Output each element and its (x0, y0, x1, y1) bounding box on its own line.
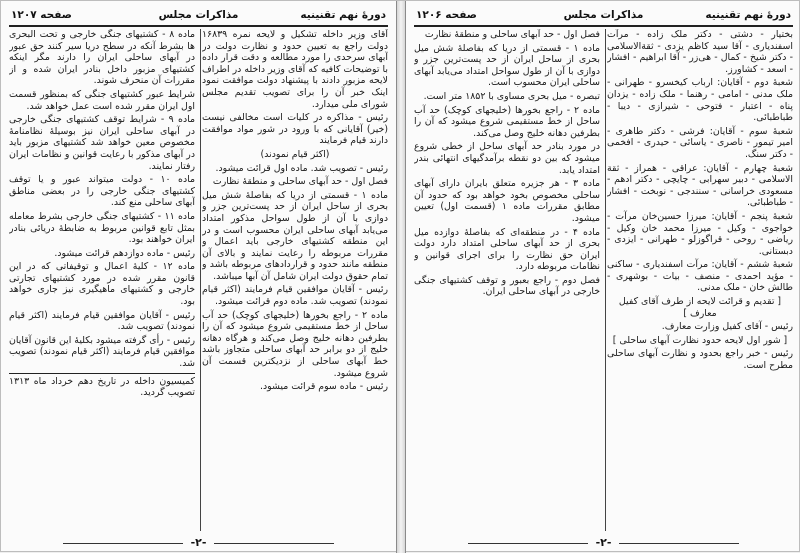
column-divider (200, 29, 201, 531)
paragraph: (اکثر قیام نمودند) (260, 148, 330, 160)
right-page (405, 1, 800, 553)
paragraph: شعبهٔ سوم - آقایان: فرشی - دکتر طاهری - امیر تیمور - ناصری - یاسائی - حیدری - افخمی - دکتر سنگ. (607, 125, 793, 160)
paragraph: کمیسیون داخله در تاریخ دهم خرداد ماه ۱۳۱۳ تصویب گردید. (9, 373, 195, 399)
paragraph: شرایط عبور کشتیهای جنگی که بمنظور قسمت اول ایران مقرر شده است عمل خواهد شد. (9, 88, 195, 112)
journal-title: مذاکرات مجلس (158, 9, 239, 21)
paragraph: ماده ۱۱ - کشتیهای جنگی خارجی بشرط معامله بمثل تابع قوانین مربوط به ضابطهٔ دریائی بنادر ایران خواهند بود. (9, 210, 195, 246)
paragraph: ماده ۱۰ - دولت میتواند عبور و یا توقف کشتیهای جنگی خارجی را در بعضی مناطق آبهای ساحلی منع کند. (9, 174, 195, 209)
paragraph: ماده ۳ - هر جزیره متعلق بایران دارای آبهای ساحلی مخصوص بخود خواهد بود که حدود آن مطابق مقررات ماده ۱ (قسمت اول) تعیین میشود. (414, 178, 600, 224)
paragraph: شعبهٔ پنجم - آقایان: میرزا حسین‌خان مرآت - خواجوی - وکیل - میرزا محمد خان وکیل - ریاضی - روحی - قراگوزلو - طهرانی - ایزدی - دبستانی. (607, 210, 793, 257)
paragraph: شعبهٔ ششم - آقایان: مرآت اسفندیاری - ساکنی - مؤید احمدی - منصف - بیات - بوشهری - طالش خان - ملک مدنی. (607, 259, 793, 294)
text-columns (414, 29, 793, 531)
column-right (202, 29, 388, 531)
paragraph: ماده ۹ - شرایط توقف کشتیهای جنگی خارجی در آبهای ساحلی ایران نیز بوسیلهٔ نظامنامهٔ مخصوص معین خواهد شد کشتیهای مزبور باید در آبهای مذکور با رعایت قوانین و نظامات ایران رفتار نمایند. (9, 114, 195, 172)
page-footer: -۲- (406, 536, 800, 549)
paragraph: شعبهٔ چهارم - آقایان: عراقی - همراز - ثقة الاسلامی - دبیر سهرابی - چایچی - دکتر ادهم - مسعودی خراسانی - سنندجی - نوبخت - افشار - طباطبائی. (607, 162, 793, 209)
column-left (9, 29, 195, 531)
left-page (1, 1, 397, 553)
paragraph: رئیس - آقای کفیل وزارت معارف. (661, 321, 793, 333)
paragraph: فصل دوم - راجع بعبور و توقف کشتیهای جنگی خارجی در آبهای ساحلی ایران. (414, 274, 600, 298)
page-header (414, 7, 793, 27)
section-heading: [ شور اول لایحه حدود نظارت آبهای ساحلی ] (612, 334, 788, 346)
section-heading: فصل اول - حد آبهای ساحلی و منطقهٔ نظارت (424, 29, 600, 40)
paragraph: ماده ۱۲ - کلیهٔ اعمال و توقیفاتی که در این قانون مقرر شده در مورد کشتیهای تجارتی خارجی و کشتیهای ماهیگیری نیز جاری خواهد بود. (9, 261, 195, 308)
column-right (607, 29, 793, 531)
paragraph: ماده ۱ - قسمتی از دریا که بفاصلهٔ شش میل بحری از ساحل ایران از حد پست‌ترین جزر و دوازی با آن از طول سواحل امتداد می‌یابد آبهای ساحلی ایران محسوب است. (414, 42, 600, 89)
paragraph: آقای وزیر داخله تشکیل و لایحه نمره ۱۶۸۳۹ دولت راجع به تعیین حدود و نظارت دولت در آبهای سرحدی را مورد مطالعه و دقت قرار داده با توضیحات کافیه که آقای وزیر داخله در اطراف لایحه مزبور دادند با پیشنهاد دولت موافقت نمود اینک خبر آن را برای تصویب تقدیم مجلس شورای ملی میدارد. (202, 29, 388, 110)
paragraph: بختیار - دشتی - دکتر ملک زاده - مرآت اسفندیاری - آقا سید کاظم یزدی - ثقةالاسلامی - دکتر شیخ - کمال - هی‌زر - آقا ابراهیم - افشار - اسعد - کشاورز. (607, 29, 793, 75)
page-number: صفحه ۱۲۰۷ (11, 9, 72, 21)
paragraph: ماده ۴ - در منطقه‌ای که بفاصلهٔ دوازده میل بحری از حد آبهای ساحلی امتداد دارد دولت ایران حق نظارت را برای اجرای قوانین و نظامات مربوطه دارد. (414, 226, 600, 273)
page-header (9, 7, 388, 27)
page-footer: -۲- (1, 536, 396, 549)
paragraph: ماده ۲ - راجع بخورها (خلیجهای کوچک) حد آب ساحل از خط مستقیمی شروع میشود که آن را بطرفین دهانه خلیج وصل می‌کند و هرگاه دهانه خلیج از دو برابر حد آبهای ساحلی متجاوز باشد خط آبهای ساحلی از نزدیکترین قسمت آن شروع میشود. (202, 309, 388, 379)
page-number: صفحه ۱۲۰۶ (416, 9, 477, 21)
text-columns (9, 29, 388, 531)
paragraph: در مورد بنادر حد آبهای ساحل از خطی شروع میشود که بین دو نقطه برآمدگیهای انتهائی بندر امتداد یابد. (414, 141, 600, 176)
paragraph: ماده ۸ - کشتیهای جنگی خارجی و تحت البحری ها بشرط آنکه در سطح دریا سیر کنند حق عبور در آبهای ساحلی ایران را دارند مگر اینکه کشتیهای مزبور داخل بنادر ایران شده و از مقررات آن منحرف شوند. (9, 29, 195, 87)
column-divider (605, 29, 606, 531)
session-label: دورهٔ نهم تقنینیه (705, 9, 791, 21)
book-gutter (397, 1, 405, 553)
paragraph: رئیس - آقایان موافقین قیام فرمایند (اکثر قیام نمودند) تصویب شد. (9, 309, 195, 333)
section-heading: فصل اول - حد آبهای ساحلی و منطقهٔ نظارت (212, 176, 388, 188)
paragraph: شعبهٔ دوم - آقایان: ارباب کیخسرو - طهرانی - ملک مدنی - امامی - رهنما - ملک زاده - یزدان پناه - اعتبار - فتوحی - شیرازی - دیبا - طباطبائی. (607, 77, 793, 124)
paragraph: رئیس - رأی گرفته میشود بکلیهٔ این قانون آقایان موافقین قیام فرمایند (اکثر قیام نمودند) تصویب شد. (9, 334, 195, 370)
paragraph: تبصره - میل بحری مساوی با ۱۸۵۲ متر است. (423, 90, 600, 102)
paragraph: رئیس - مذاکره در کلیات است مخالفی نیست (خیر) آقایانی که با ورود در شور مواد موافقت دارند قیام فرمایند (202, 112, 388, 147)
column-left (414, 29, 600, 531)
paragraph: رئیس - خبر راجع بحدود و نظارت آبهای ساحلی مطرح است. (607, 348, 793, 372)
paragraph: ماده ۲ - راجع بخورها (خلیجهای کوچک) حد آب ساحل از خط مستقیمی شروع میشود که آن را بطرفین دهانه خلیج وصل می‌کند. (414, 104, 600, 139)
paragraph: رئیس - ماده دوازدهم قرائت میشود. (54, 247, 195, 259)
paragraph: رئیس - ماده سوم قرائت میشود. (260, 381, 388, 393)
paragraph: ماده ۱ - قسمتی از دریا که بفاصلهٔ شش میل بحری از ساحل ایران از حد پست‌ترین جزر و دوازی با آن از طول سواحل مذکور امتداد می‌یابد آبهای ساحلی ایران محسوب است و در این منطقه کشتیهای خارجی باید اعمال و مقررات مربوطه را رعایت نمایند و بالای آن منطقه مانند حدود و قراردادهای مربوطه باشد و تمام حقوق دولت ایران شامل آن آبها میباشد. (202, 189, 388, 282)
section-heading: [ تقدیم و قرائت لایحه از طرف آقای کفیل معارف ] (618, 296, 782, 319)
paragraph: رئیس - آقایان موافقین قیام فرمایند (اکثر قیام نمودند) تصویب شد. ماده دوم قرائت میشود. (202, 284, 388, 308)
session-label: دورهٔ نهم تقنینیه (300, 9, 386, 21)
paragraph: رئیس - تصویب شد. ماده اول قرائت میشود. (215, 162, 388, 174)
journal-title: مذاکرات مجلس (563, 9, 644, 21)
